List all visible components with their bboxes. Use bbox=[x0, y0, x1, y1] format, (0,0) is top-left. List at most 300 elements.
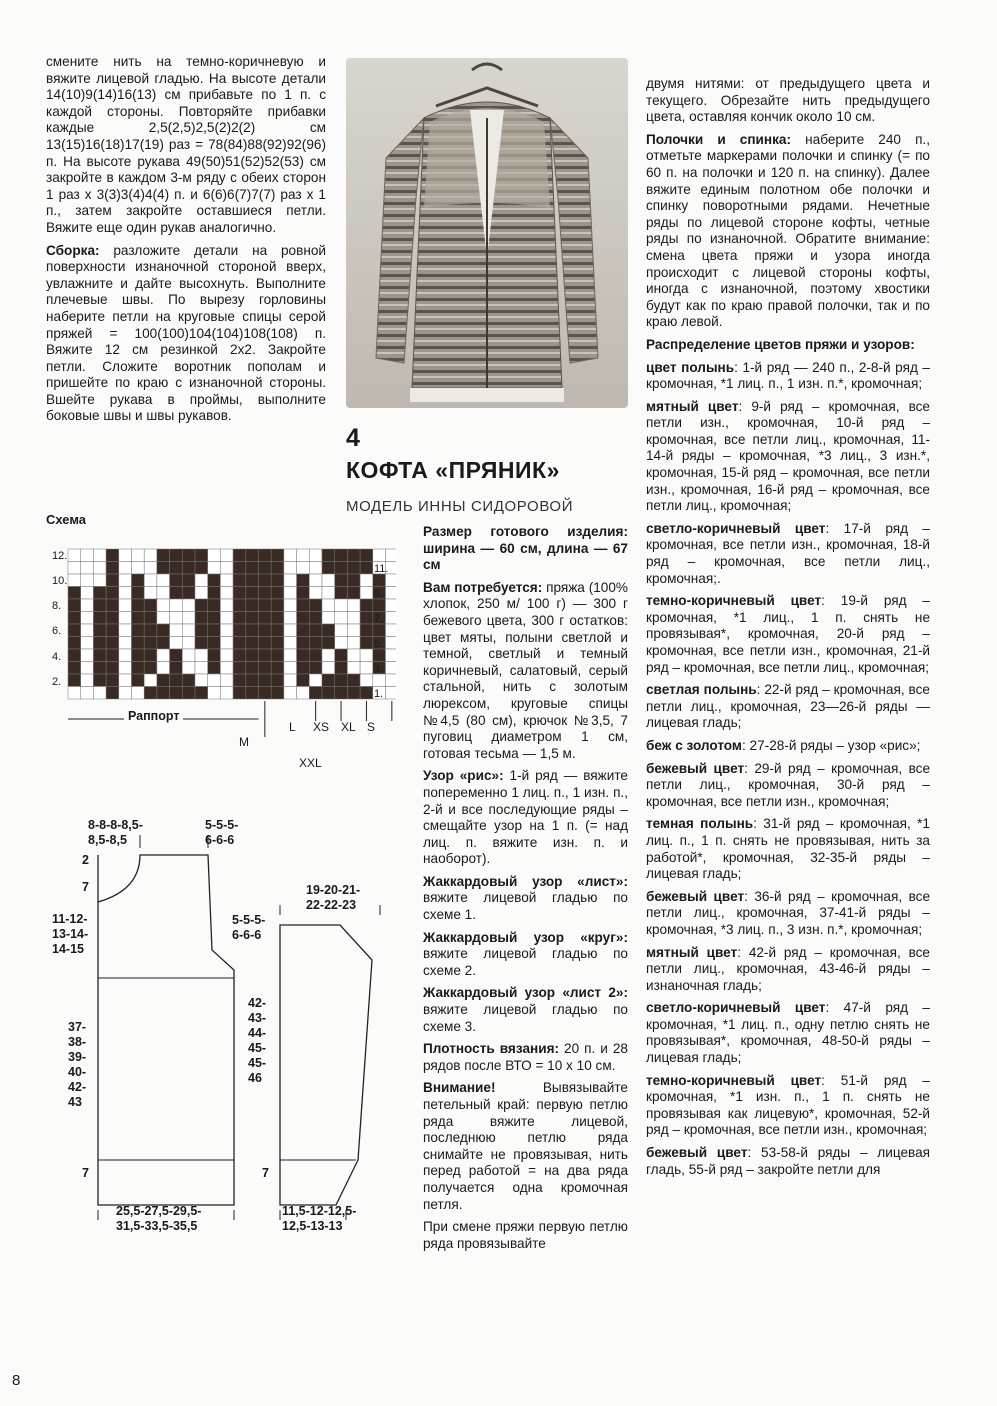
right-tick: 11. bbox=[374, 563, 389, 575]
jacquard-chart bbox=[46, 545, 396, 770]
chart-cell bbox=[144, 649, 157, 662]
paragraph-text: 20 п. и 28 рядов после ВТО = 10 х 10 см. bbox=[423, 1041, 628, 1073]
chart-cell bbox=[246, 649, 259, 662]
chart-cell bbox=[144, 599, 157, 612]
paragraph-head: светло-коричневый цвет bbox=[646, 1000, 826, 1016]
paragraph bbox=[423, 1041, 628, 1074]
chart-cell bbox=[106, 674, 119, 687]
paragraph bbox=[646, 761, 930, 811]
chart-cell bbox=[132, 637, 145, 650]
paragraph bbox=[423, 580, 628, 763]
chart-cell bbox=[335, 674, 348, 687]
chart-cell bbox=[144, 574, 157, 587]
chart-cell bbox=[297, 574, 310, 587]
chart-cell bbox=[106, 599, 119, 612]
right-tick: 7. bbox=[374, 613, 384, 625]
chart-cell bbox=[170, 624, 183, 637]
paragraph bbox=[646, 337, 930, 354]
chart-cell bbox=[271, 549, 284, 562]
paragraph bbox=[423, 985, 628, 1035]
chart-cell bbox=[119, 662, 132, 675]
chart-cell bbox=[144, 637, 157, 650]
chart-cell bbox=[81, 599, 94, 612]
chart-cell bbox=[106, 562, 119, 575]
chart-cell bbox=[284, 687, 297, 700]
chart-cell bbox=[297, 662, 310, 675]
chart-cell bbox=[309, 562, 322, 575]
dim-neck-depth: 2 bbox=[82, 853, 89, 867]
chart-cell bbox=[182, 599, 195, 612]
chart-cell bbox=[233, 662, 246, 675]
chart-cell bbox=[119, 637, 132, 650]
cardigan-photo bbox=[346, 58, 628, 408]
chart-cell bbox=[259, 637, 272, 650]
chart-cell bbox=[208, 574, 221, 587]
column-left bbox=[46, 54, 326, 431]
chart-cell bbox=[195, 599, 208, 612]
page-number: 8 bbox=[12, 1372, 21, 1389]
chart-cell bbox=[322, 587, 335, 600]
chart-cell bbox=[360, 662, 373, 675]
paragraph bbox=[646, 1145, 930, 1178]
chart-cell bbox=[271, 687, 284, 700]
chart-cell bbox=[246, 624, 259, 637]
chart-cell bbox=[170, 562, 183, 575]
chart-cell bbox=[220, 624, 233, 637]
paragraph bbox=[646, 521, 930, 587]
chart-cell bbox=[284, 549, 297, 562]
paragraph-assembly bbox=[46, 243, 326, 426]
chart-cell bbox=[144, 674, 157, 687]
chart-cell bbox=[68, 574, 81, 587]
paragraph bbox=[423, 874, 628, 924]
paragraph-text: : 27-28-й ряды – узор «рис»; bbox=[742, 737, 921, 753]
paragraph-text: вяжите лицевой гладью по схеме 1. bbox=[423, 890, 628, 923]
chart-cell bbox=[157, 687, 170, 700]
paragraph-head: мятный цвет bbox=[646, 944, 738, 960]
chart-cell bbox=[170, 612, 183, 625]
chart-cell bbox=[170, 549, 183, 562]
chart-cell bbox=[220, 674, 233, 687]
paragraph-text: пряжа (100% хлопок, 250 м/ 100 г) — 300 г бежевого цвета, 300 г остатков: цвет мяты, полыни светлой и темной, светлый и темный коричневый, салатовый, серый стальной, нить с золотым люрексом, круговые спицы №4,5 (80 см), крючок №3,5, 7 пуговиц диаметром 1 см, готовая тесьма — 1,5 м. bbox=[423, 579, 628, 761]
chart-cell bbox=[157, 662, 170, 675]
chart-cell bbox=[68, 687, 81, 700]
chart-cell bbox=[309, 574, 322, 587]
chart-cell bbox=[81, 562, 94, 575]
chart-cell bbox=[360, 612, 373, 625]
paragraph-text: : 9-й ряд – кромочная, все петли изн., кромочная, 10-й ряд – кромочная, все петли лиц., кромочная, 11-14-й ряды – кромочная, *3 лиц., 3 изн.*, кромочная, 15-й ряд – кромочная, все петли изн., кромочная, 16-й ряд – кромочная, все петли лиц., кромочная; bbox=[646, 398, 930, 514]
chart-cell bbox=[81, 674, 94, 687]
chart-cell bbox=[132, 587, 145, 600]
chart-cell bbox=[373, 624, 386, 637]
chart-cell bbox=[157, 599, 170, 612]
paragraph-text: Вывязывайте петельный край: первую петлю ряда вяжите лицевой, последнюю петлю ряда снимайте не провязывая, нить перед работой = на два ряда получается одна кромочная петля. bbox=[423, 1080, 628, 1212]
chart-cell bbox=[170, 662, 183, 675]
chart-cell bbox=[106, 574, 119, 587]
chart-cell bbox=[220, 587, 233, 600]
dim-neck-height: 7 bbox=[82, 880, 89, 894]
paragraph-head: Размер готового изделия: ширина — 60 см, длина — 67 см bbox=[423, 524, 628, 573]
chart-cell bbox=[106, 612, 119, 625]
chart-cell bbox=[284, 624, 297, 637]
paragraph-text: : 42-й ряд – кромочная, все петли лиц., кромочная, 43-46-й ряды – изнаночная гладь; bbox=[646, 944, 930, 993]
chart-cell bbox=[233, 562, 246, 575]
chart-cell bbox=[208, 587, 221, 600]
chart-cell bbox=[195, 674, 208, 687]
chart-cell bbox=[157, 649, 170, 662]
chart-cell bbox=[360, 599, 373, 612]
chart-cell bbox=[195, 687, 208, 700]
chart-cell bbox=[106, 549, 119, 562]
chart-cell bbox=[208, 612, 221, 625]
chart-cell bbox=[386, 649, 397, 662]
chart-cell bbox=[259, 674, 272, 687]
dim-sleeve-cap: 5-5-5- 6-6-6 bbox=[232, 913, 266, 942]
chart-cell bbox=[106, 649, 119, 662]
dim-rib: 7 bbox=[82, 1166, 89, 1180]
chart-cell bbox=[170, 649, 183, 662]
chart-cell bbox=[220, 637, 233, 650]
chart-cell bbox=[132, 649, 145, 662]
paragraph bbox=[423, 524, 628, 574]
chart-cell bbox=[132, 549, 145, 562]
chart-cell bbox=[93, 574, 106, 587]
chart-cell bbox=[208, 662, 221, 675]
chart-cell bbox=[347, 687, 360, 700]
chart-cell bbox=[246, 562, 259, 575]
paragraph-head: Жаккардовый узор «круг»: bbox=[423, 929, 628, 945]
chart-cell bbox=[284, 587, 297, 600]
chart-cell bbox=[347, 599, 360, 612]
chart-cell bbox=[157, 674, 170, 687]
paragraph-text: 1-й ряд — вяжите попеременно 1 лиц. п., 1 изн. п., 2-й и все последующие ряды – смещайте узор на 1 п. (= над лиц. п. вяжите изн. п. и наоборот). bbox=[423, 768, 628, 867]
paragraph-head: бежевый цвет bbox=[646, 888, 745, 904]
chart-cell bbox=[93, 649, 106, 662]
chart-cell bbox=[322, 549, 335, 562]
chart-cell bbox=[81, 549, 94, 562]
chart-cell bbox=[271, 562, 284, 575]
chart-cell bbox=[220, 562, 233, 575]
chart-cell bbox=[347, 574, 360, 587]
chart-cell bbox=[68, 624, 81, 637]
chart-cell bbox=[81, 662, 94, 675]
left-tick: 2. bbox=[52, 676, 62, 688]
chart-cell bbox=[386, 687, 397, 700]
chart-cell bbox=[106, 687, 119, 700]
chart-cell bbox=[170, 674, 183, 687]
body-pattern-drawing bbox=[40, 810, 400, 1250]
schema-label: Схема bbox=[46, 512, 87, 527]
chart-cell bbox=[271, 587, 284, 600]
chart-cell bbox=[233, 574, 246, 587]
chart-cell bbox=[284, 637, 297, 650]
size-label-s: S bbox=[367, 720, 376, 734]
chart-cell bbox=[119, 562, 132, 575]
chart-cell bbox=[220, 599, 233, 612]
chart-cell bbox=[271, 574, 284, 587]
chart-cell bbox=[284, 612, 297, 625]
paragraph-head: Полочки и спинка: bbox=[646, 131, 792, 147]
paragraph-head: бежевый цвет bbox=[646, 1145, 748, 1161]
paragraph bbox=[646, 132, 930, 331]
chart-cell bbox=[157, 562, 170, 575]
chart-cell bbox=[233, 687, 246, 700]
chart-cell bbox=[309, 674, 322, 687]
chart-cell bbox=[195, 574, 208, 587]
paragraph-head: мятный цвет bbox=[646, 398, 739, 414]
chart-cell bbox=[284, 674, 297, 687]
chart-cell bbox=[259, 687, 272, 700]
chart-cell bbox=[309, 649, 322, 662]
chart-cell bbox=[386, 599, 397, 612]
paragraph-text: : 36-й ряд – кромочная, все петли лиц., кромочная, 37-41-й ряды – кромочная, *3 лиц. п., 3 изн. п.*, кромочная; bbox=[646, 888, 930, 937]
chart-cell bbox=[309, 612, 322, 625]
dim-armhole: 11-12- 13-14- 14-15 bbox=[52, 912, 89, 956]
chart-cell bbox=[233, 599, 246, 612]
chart-cell bbox=[259, 649, 272, 662]
chart-cell bbox=[220, 612, 233, 625]
chart-cell bbox=[335, 549, 348, 562]
chart-cell bbox=[386, 574, 397, 587]
chart-cell bbox=[271, 612, 284, 625]
chart-cell bbox=[132, 687, 145, 700]
chart-cell bbox=[195, 649, 208, 662]
paragraph bbox=[646, 682, 930, 732]
chart-cell bbox=[144, 687, 157, 700]
chart-cell bbox=[386, 612, 397, 625]
right-tick: 1. bbox=[374, 688, 384, 700]
paragraph-text: : 29-й ряд – кромочная, все петли лиц., кромочная, 30-й ряд – кромочная, все петли изн., кромочная; bbox=[646, 760, 930, 809]
paragraph-text: : 22-й ряд – кромочная, все петли лиц., кромочная, 23—26-й ряды — лицевая гладь; bbox=[646, 682, 930, 731]
chart-cell bbox=[220, 574, 233, 587]
article-number: 4 bbox=[346, 424, 360, 452]
chart-cell bbox=[259, 562, 272, 575]
chart-cell bbox=[309, 624, 322, 637]
chart-cell bbox=[373, 574, 386, 587]
chart-cell bbox=[297, 649, 310, 662]
chart-cell bbox=[322, 687, 335, 700]
chart-cell bbox=[233, 624, 246, 637]
chart-cell bbox=[347, 612, 360, 625]
paragraph-text: смените нить на темно-коричневую и вяжите лицевой гладью. На высоте детали 14(10)9(14)16(13) см прибавьте по 1 п. с каждой стороны. Повторяйте прибавки каждые 2,5(2,5)2,5(2)2(2) см 13(15)16(18)17(19) раз = 78(84)88(92)92(96) п. На высоте рукава 49(50)51(52)52(53) см закройте в каждом 3-м ряду с обеих сторон 1 раз х 3(3)3(4)4(4) п. и 6(6)6(7)7(7) раз х 1 п., затем закройте оставшиеся петли. Вяжите еще один рукав аналогично. bbox=[46, 54, 326, 235]
chart-cell bbox=[93, 674, 106, 687]
chart-cell bbox=[347, 549, 360, 562]
article-title: КОФТА «ПРЯНИК» bbox=[346, 457, 560, 483]
chart-cell bbox=[220, 662, 233, 675]
chart-cell bbox=[335, 637, 348, 650]
paragraph-text: вяжите лицевой гладью по схеме 2. bbox=[423, 946, 628, 978]
chart-cell bbox=[208, 687, 221, 700]
chart-cell bbox=[347, 637, 360, 650]
chart-cell bbox=[347, 624, 360, 637]
chart-cell bbox=[259, 574, 272, 587]
chart-cell bbox=[386, 637, 397, 650]
chart-cell bbox=[347, 674, 360, 687]
paragraph-head: бежевый цвет bbox=[646, 760, 745, 776]
chart-cell bbox=[81, 574, 94, 587]
left-tick: 10. bbox=[52, 575, 68, 587]
chart-cell bbox=[360, 649, 373, 662]
chart-cell bbox=[322, 624, 335, 637]
chart-cell bbox=[322, 574, 335, 587]
article-model: МОДЕЛЬ ИННЫ СИДОРОВОЙ bbox=[346, 498, 574, 515]
chart-cell bbox=[132, 662, 145, 675]
dim-body-width: 25,5-27,5-29,5- 31,5-33,5-35,5 bbox=[116, 1204, 202, 1233]
chart-cell bbox=[335, 662, 348, 675]
chart-cell bbox=[157, 587, 170, 600]
chart-cell bbox=[208, 674, 221, 687]
paragraph bbox=[646, 889, 930, 939]
chart-cell bbox=[81, 587, 94, 600]
chart-cell bbox=[220, 687, 233, 700]
paragraph-head: темная полынь bbox=[646, 816, 754, 832]
chart-cell bbox=[360, 637, 373, 650]
chart-cell bbox=[284, 662, 297, 675]
chart-cell bbox=[386, 662, 397, 675]
right-tick: 9. bbox=[374, 588, 384, 600]
chart-cell bbox=[309, 662, 322, 675]
chart-cell bbox=[119, 549, 132, 562]
chart-cell bbox=[195, 637, 208, 650]
chart-cell bbox=[132, 624, 145, 637]
chart-cell bbox=[284, 649, 297, 662]
paragraph-head: темно-коричневый цвет bbox=[646, 593, 822, 609]
paragraph-head: Вам потребуется: bbox=[423, 579, 543, 595]
chart-cell bbox=[144, 624, 157, 637]
paragraph-text: двумя нитями: от предыдущего цвета и текущего. Обрезайте нить предыдущего цвета, оставляя кончик около 10 см. bbox=[646, 76, 930, 125]
chart-cell bbox=[322, 649, 335, 662]
paragraph bbox=[646, 76, 930, 126]
chart-cell bbox=[284, 599, 297, 612]
chart-cell bbox=[309, 549, 322, 562]
chart-cell bbox=[68, 674, 81, 687]
chart-cell bbox=[132, 599, 145, 612]
dim-neck-width: 8-8-8-8,5- 8,5-8,5 bbox=[88, 818, 143, 847]
chart-cell bbox=[208, 562, 221, 575]
chart-cell bbox=[233, 637, 246, 650]
chart-cell bbox=[322, 637, 335, 650]
paragraph bbox=[646, 816, 930, 882]
chart-cell bbox=[93, 599, 106, 612]
chart-cell bbox=[259, 612, 272, 625]
chart-cell bbox=[297, 587, 310, 600]
paragraph-head: Жаккардовый узор «лист 2»: bbox=[423, 985, 628, 1001]
chart-cell bbox=[322, 599, 335, 612]
chart-cell bbox=[182, 574, 195, 587]
paragraph-head: Жаккардовый узор «лист»: bbox=[423, 873, 628, 889]
chart-cell bbox=[170, 687, 183, 700]
chart-cell bbox=[259, 587, 272, 600]
chart-cell bbox=[360, 549, 373, 562]
paragraph-text: При смене пряжи первую петлю ряда провязывайте bbox=[423, 1219, 628, 1251]
chart-cell bbox=[233, 612, 246, 625]
paragraph-head: темно-коричневый цвет bbox=[646, 1072, 822, 1088]
chart-cell bbox=[132, 562, 145, 575]
chart-cell bbox=[195, 549, 208, 562]
paragraph-text: : 17-й ряд – кромочная, все петли изн., кромочная, 18-й ряд – кромочная, все петли лиц., кромочная;. bbox=[646, 520, 930, 586]
chart-cell bbox=[373, 599, 386, 612]
chart-cell bbox=[373, 549, 386, 562]
chart-cell bbox=[386, 674, 397, 687]
chart-cell bbox=[360, 562, 373, 575]
size-label-xs: XS bbox=[313, 720, 330, 734]
dim-sleeve-length: 42- 43- 44- 45- 45- 46 bbox=[248, 996, 267, 1085]
chart-cell bbox=[259, 624, 272, 637]
paragraph-head: Узор «рис»: bbox=[423, 768, 504, 784]
chart-cell bbox=[297, 562, 310, 575]
paragraph-head: цвет полынь bbox=[646, 359, 735, 375]
right-tick: 5. bbox=[374, 638, 384, 650]
chart-cell bbox=[119, 624, 132, 637]
chart-cell bbox=[182, 674, 195, 687]
chart-cell bbox=[233, 587, 246, 600]
chart-cell bbox=[246, 599, 259, 612]
chart-cell bbox=[170, 574, 183, 587]
chart-cell bbox=[81, 612, 94, 625]
chart-cell bbox=[182, 562, 195, 575]
chart-cell bbox=[335, 649, 348, 662]
chart-cell bbox=[81, 687, 94, 700]
chart-cell bbox=[81, 637, 94, 650]
chart-cell bbox=[360, 587, 373, 600]
chart-cell bbox=[68, 662, 81, 675]
chart-cell bbox=[132, 574, 145, 587]
chart-cell bbox=[360, 687, 373, 700]
jacquard-grid bbox=[46, 545, 396, 770]
chart-cell bbox=[347, 662, 360, 675]
dim-sleeve-top: 19-20-21- 22-22-23 bbox=[306, 883, 361, 912]
chart-cell bbox=[284, 574, 297, 587]
chart-cell bbox=[309, 687, 322, 700]
chart-cell bbox=[132, 674, 145, 687]
chart-cell bbox=[208, 549, 221, 562]
paragraph bbox=[646, 593, 930, 676]
chart-cell bbox=[297, 599, 310, 612]
chart-cell bbox=[360, 574, 373, 587]
chart-cell bbox=[144, 662, 157, 675]
chart-cell bbox=[220, 649, 233, 662]
chart-cell bbox=[297, 687, 310, 700]
paragraph-text: наберите 240 п., отметьте маркерами полочки и спинку (= по 60 п. на полочки и 120 п. на спинку). Далее вяжите единым полотном обе полочки и спинку поворотными рядами. Нечетные ряды по лицевой стороне кофты, четные ряды по изнаночной. Обратите внимание: смена цвета пряжи и узора иногда происходит с лицевой стороны кофты, иногда с изнаночной, поэтому хвостики будут как по краю правой полочки, так и по краю левой. bbox=[646, 131, 930, 330]
chart-cell bbox=[271, 674, 284, 687]
chart-cell bbox=[182, 612, 195, 625]
chart-cell bbox=[309, 637, 322, 650]
chart-cell bbox=[246, 674, 259, 687]
pattern-outlines bbox=[40, 810, 400, 1250]
chart-cell bbox=[259, 662, 272, 675]
cardigan-illustration bbox=[346, 58, 628, 408]
chart-cell bbox=[93, 562, 106, 575]
chart-cell bbox=[208, 649, 221, 662]
chart-cell bbox=[271, 662, 284, 675]
size-label-l: L bbox=[289, 720, 296, 734]
paragraph bbox=[423, 768, 628, 868]
chart-cell bbox=[297, 674, 310, 687]
chart-cell bbox=[195, 562, 208, 575]
chart-cell bbox=[195, 587, 208, 600]
chart-cell bbox=[347, 562, 360, 575]
chart-cell bbox=[233, 674, 246, 687]
chart-cell bbox=[182, 587, 195, 600]
chart-cell bbox=[386, 587, 397, 600]
paragraph-text: разложите детали на ровной поверхности изнаночной стороной вверх, увлажните и дайте высохнуть. Выполните плечевые швы. По вырезу горловины наберите петли на круговые спицы серой пряжей = 100(100)104(104)108(108) п. Вяжите 12 см резинкой 2х2. Закройте петли. Сложите воротник пополам и пришейте по краю с изнаночной стороны. Вшейте рукава в проймы, выполните боковые швы и швы рукавов. bbox=[46, 242, 326, 424]
chart-cell bbox=[157, 637, 170, 650]
chart-cell bbox=[246, 687, 259, 700]
chart-cell bbox=[132, 612, 145, 625]
chart-cell bbox=[246, 612, 259, 625]
chart-cell bbox=[81, 649, 94, 662]
chart-cell bbox=[93, 662, 106, 675]
